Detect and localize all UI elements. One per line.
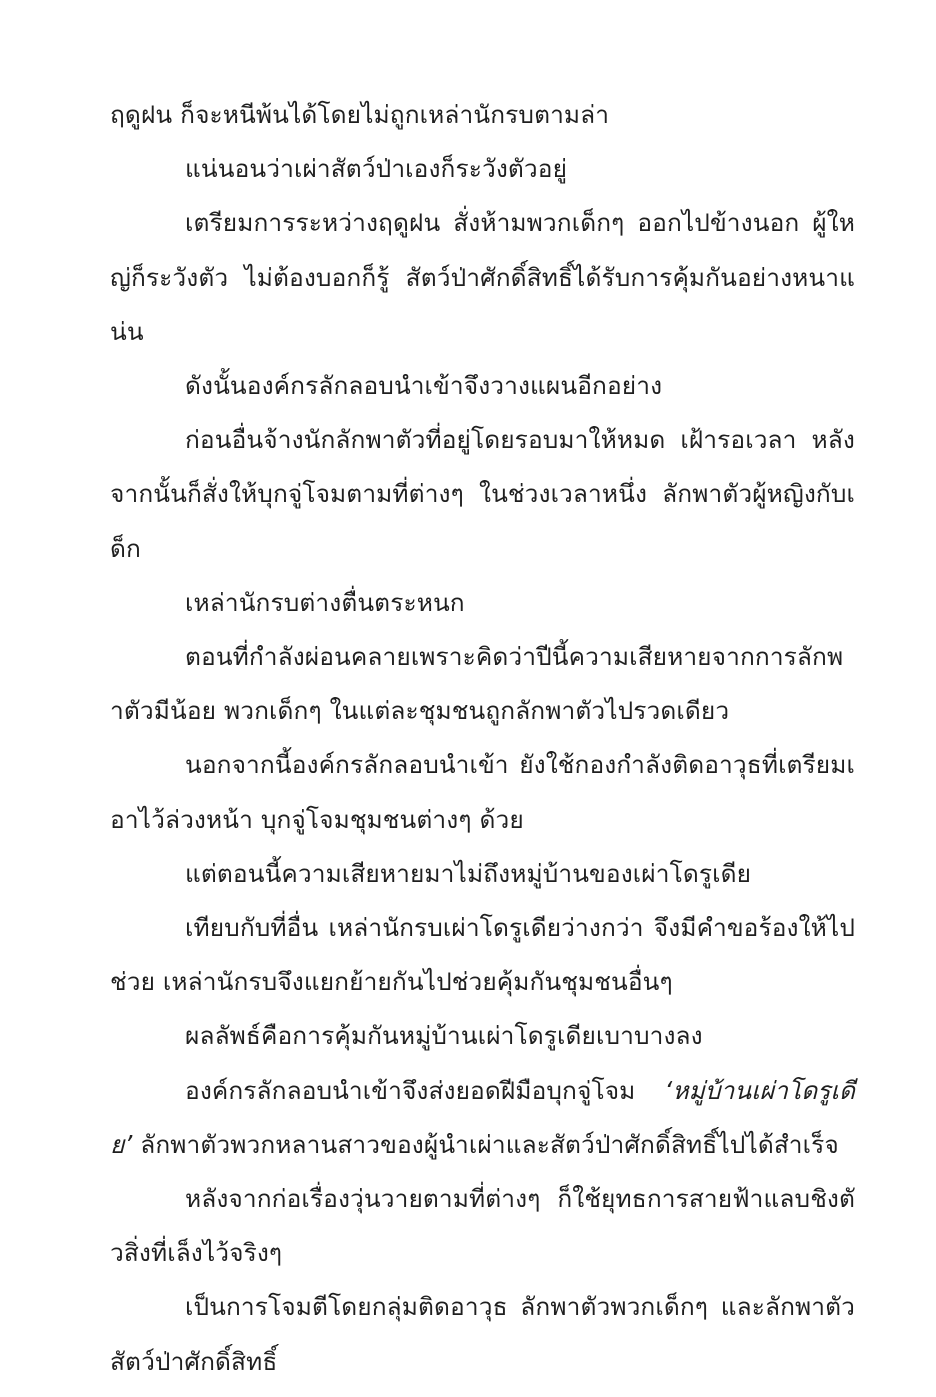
paragraph: แน่นอนว่าเผ่าสัตว์ป่าเองก็ระวังตัวอยู่: [185, 154, 568, 184]
paragraph: ดังนั้นองค์กรลักลอบนำเข้าจึงวางแผนอีกอย่าง: [185, 371, 663, 401]
emphasized-place-name: ‘หมู่บ้านเผ่าโดรูเดีย’: [110, 1075, 855, 1159]
paragraph: ตอนที่กำลังผ่อนคลายเพราะคิดว่าปีนี้ความเสียหายจากการลักพาตัวมีน้อย พวกเด็กๆ ในแต่ละชุมชนถูกลักพาตัวไปรวดเดียว: [110, 642, 844, 726]
paragraph-text: ลักพาตัวพวกหลานสาวของผู้นำเผ่าและสัตว์ป่าศักดิ์สิทธิ์ไปได้สำเร็จ: [132, 1129, 839, 1159]
paragraph-text: องค์กรลักลอบนำเข้าจึงส่งยอดฝีมือบุกจู่โจม: [185, 1075, 665, 1105]
paragraph: เทียบกับที่อื่น เหล่านักรบเผ่าโดรูเดียว่างกว่า จึงมีคำขอร้องให้ไปช่วย เหล่านักรบจึงแยกย้ายกันไปช่วยคุ้มกันชุมชนอื่นๆ: [110, 913, 855, 997]
paragraph: ผลลัพธ์คือการคุ้มกันหมู่บ้านเผ่าโดรูเดียเบาบางลง: [185, 1021, 703, 1051]
paragraph: เป็นการโจมตีโดยกลุ่มติดอาวุธ ลักพาตัวพวกเด็กๆ และลักพาตัวสัตว์ป่าศักดิ์สิทธิ์: [110, 1292, 855, 1376]
paragraph: ก่อนอื่นจ้างนักลักพาตัวที่อยู่โดยรอบมาให้หมด เฝ้ารอเวลา หลังจากนั้นก็สั่งให้บุกจู่โจมตามที่ต่างๆ ในช่วงเวลาหนึ่ง ลักพาตัวผู้หญิงกับเด็ก: [110, 425, 855, 563]
paragraph: นอกจากนี้องค์กรลักลอบนำเข้า ยังใช้กองกำลังติดอาวุธที่เตรียมเอาไว้ล่วงหน้า บุกจู่โจมชุมชนต่างๆ ด้วย: [110, 750, 855, 834]
paragraph: เหล่านักรบต่างตื่นตระหนก: [185, 587, 465, 617]
body-text: [110, 88, 855, 1389]
paragraph: แต่ตอนนี้ความเสียหายมาไม่ถึงหมู่บ้านของเผ่าโดรูเดีย: [185, 858, 752, 888]
paragraph: ฤดูฝน ก็จะหนีพ้นได้โดยไม่ถูกเหล่านักรบตามล่า: [110, 100, 610, 129]
paragraph: [110, 1064, 855, 1172]
paragraph: เตรียมการระหว่างฤดูฝน สั่งห้ามพวกเด็กๆ ออกไปข้างนอก ผู้ใหญ่ก็ระวังตัว ไม่ต้องบอกก็รู้ สัตว์ป่าศักดิ์สิทธิ์ได้รับการคุ้มกันอย่างหนาแน่น: [110, 208, 855, 346]
paragraph: หลังจากก่อเรื่องวุ่นวายตามที่ต่างๆ ก็ใช้ยุทธการสายฟ้าแลบชิงตัวสิ่งที่เล็งไว้จริงๆ: [110, 1184, 855, 1268]
